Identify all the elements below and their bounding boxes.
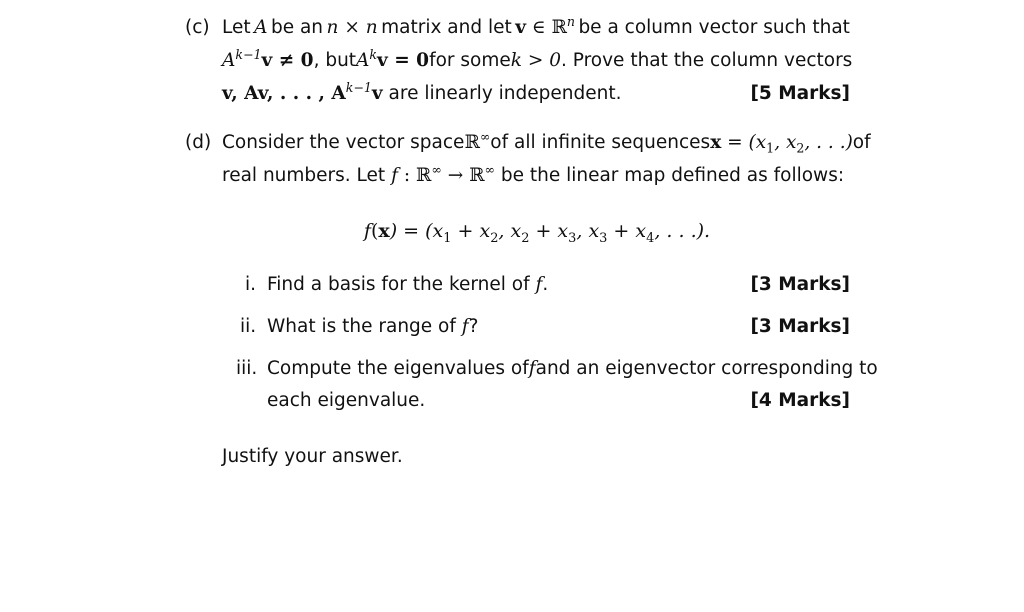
item-i-label: i.: [245, 274, 257, 295]
part-d-line-1: Consider the vector space ℝ∞ of all infinite sequences $x = (x_1$, $x_2$, . . .) of: [222, 128, 871, 156]
part-c-marks: [5 Marks]: [750, 83, 850, 104]
item-iii-line-2: each eigenvalue.: [267, 390, 426, 411]
item-i-marks: [3 Marks]: [750, 274, 850, 295]
item-ii-label: ii.: [240, 316, 257, 337]
item-iii-label: iii.: [236, 358, 258, 379]
map-definition-formula: $f(x) = (x_1 + x_2$, $x_2 + x_3$, $x_3 + x_4$, . . .).: [363, 220, 711, 246]
part-d-label: (d): [185, 132, 212, 153]
part-d-line-2: real numbers. Let f : ℝ∞ → ℝ∞ be the linear map defined as follows:: [222, 161, 845, 186]
item-ii-marks: [3 Marks]: [750, 316, 850, 337]
item-iii-marks: [4 Marks]: [750, 390, 850, 411]
item-iii-line-1: Compute the eigenvalues of f and an eigenvector corresponding to: [267, 358, 878, 379]
part-c-line-2: $A^{k-1}v \ne 0$, but $A^kv = 0$ for some k > 0. Prove that the column vectors: [222, 46, 853, 71]
part-c-line-1: Let A be an n × n matrix and let v ∈ ℝ$^n$ be a column vector such that: [222, 13, 850, 38]
justify-instruction: Justify your answer.: [222, 446, 403, 467]
part-c-label: (c): [185, 17, 210, 38]
item-ii-text: What is the range of f?: [267, 316, 479, 337]
part-c-line-3: v, Av, . . . , $A^{k-1}v$ are linearly independent.: [222, 79, 622, 104]
item-i-text: Find a basis for the kernel of f.: [267, 274, 549, 295]
